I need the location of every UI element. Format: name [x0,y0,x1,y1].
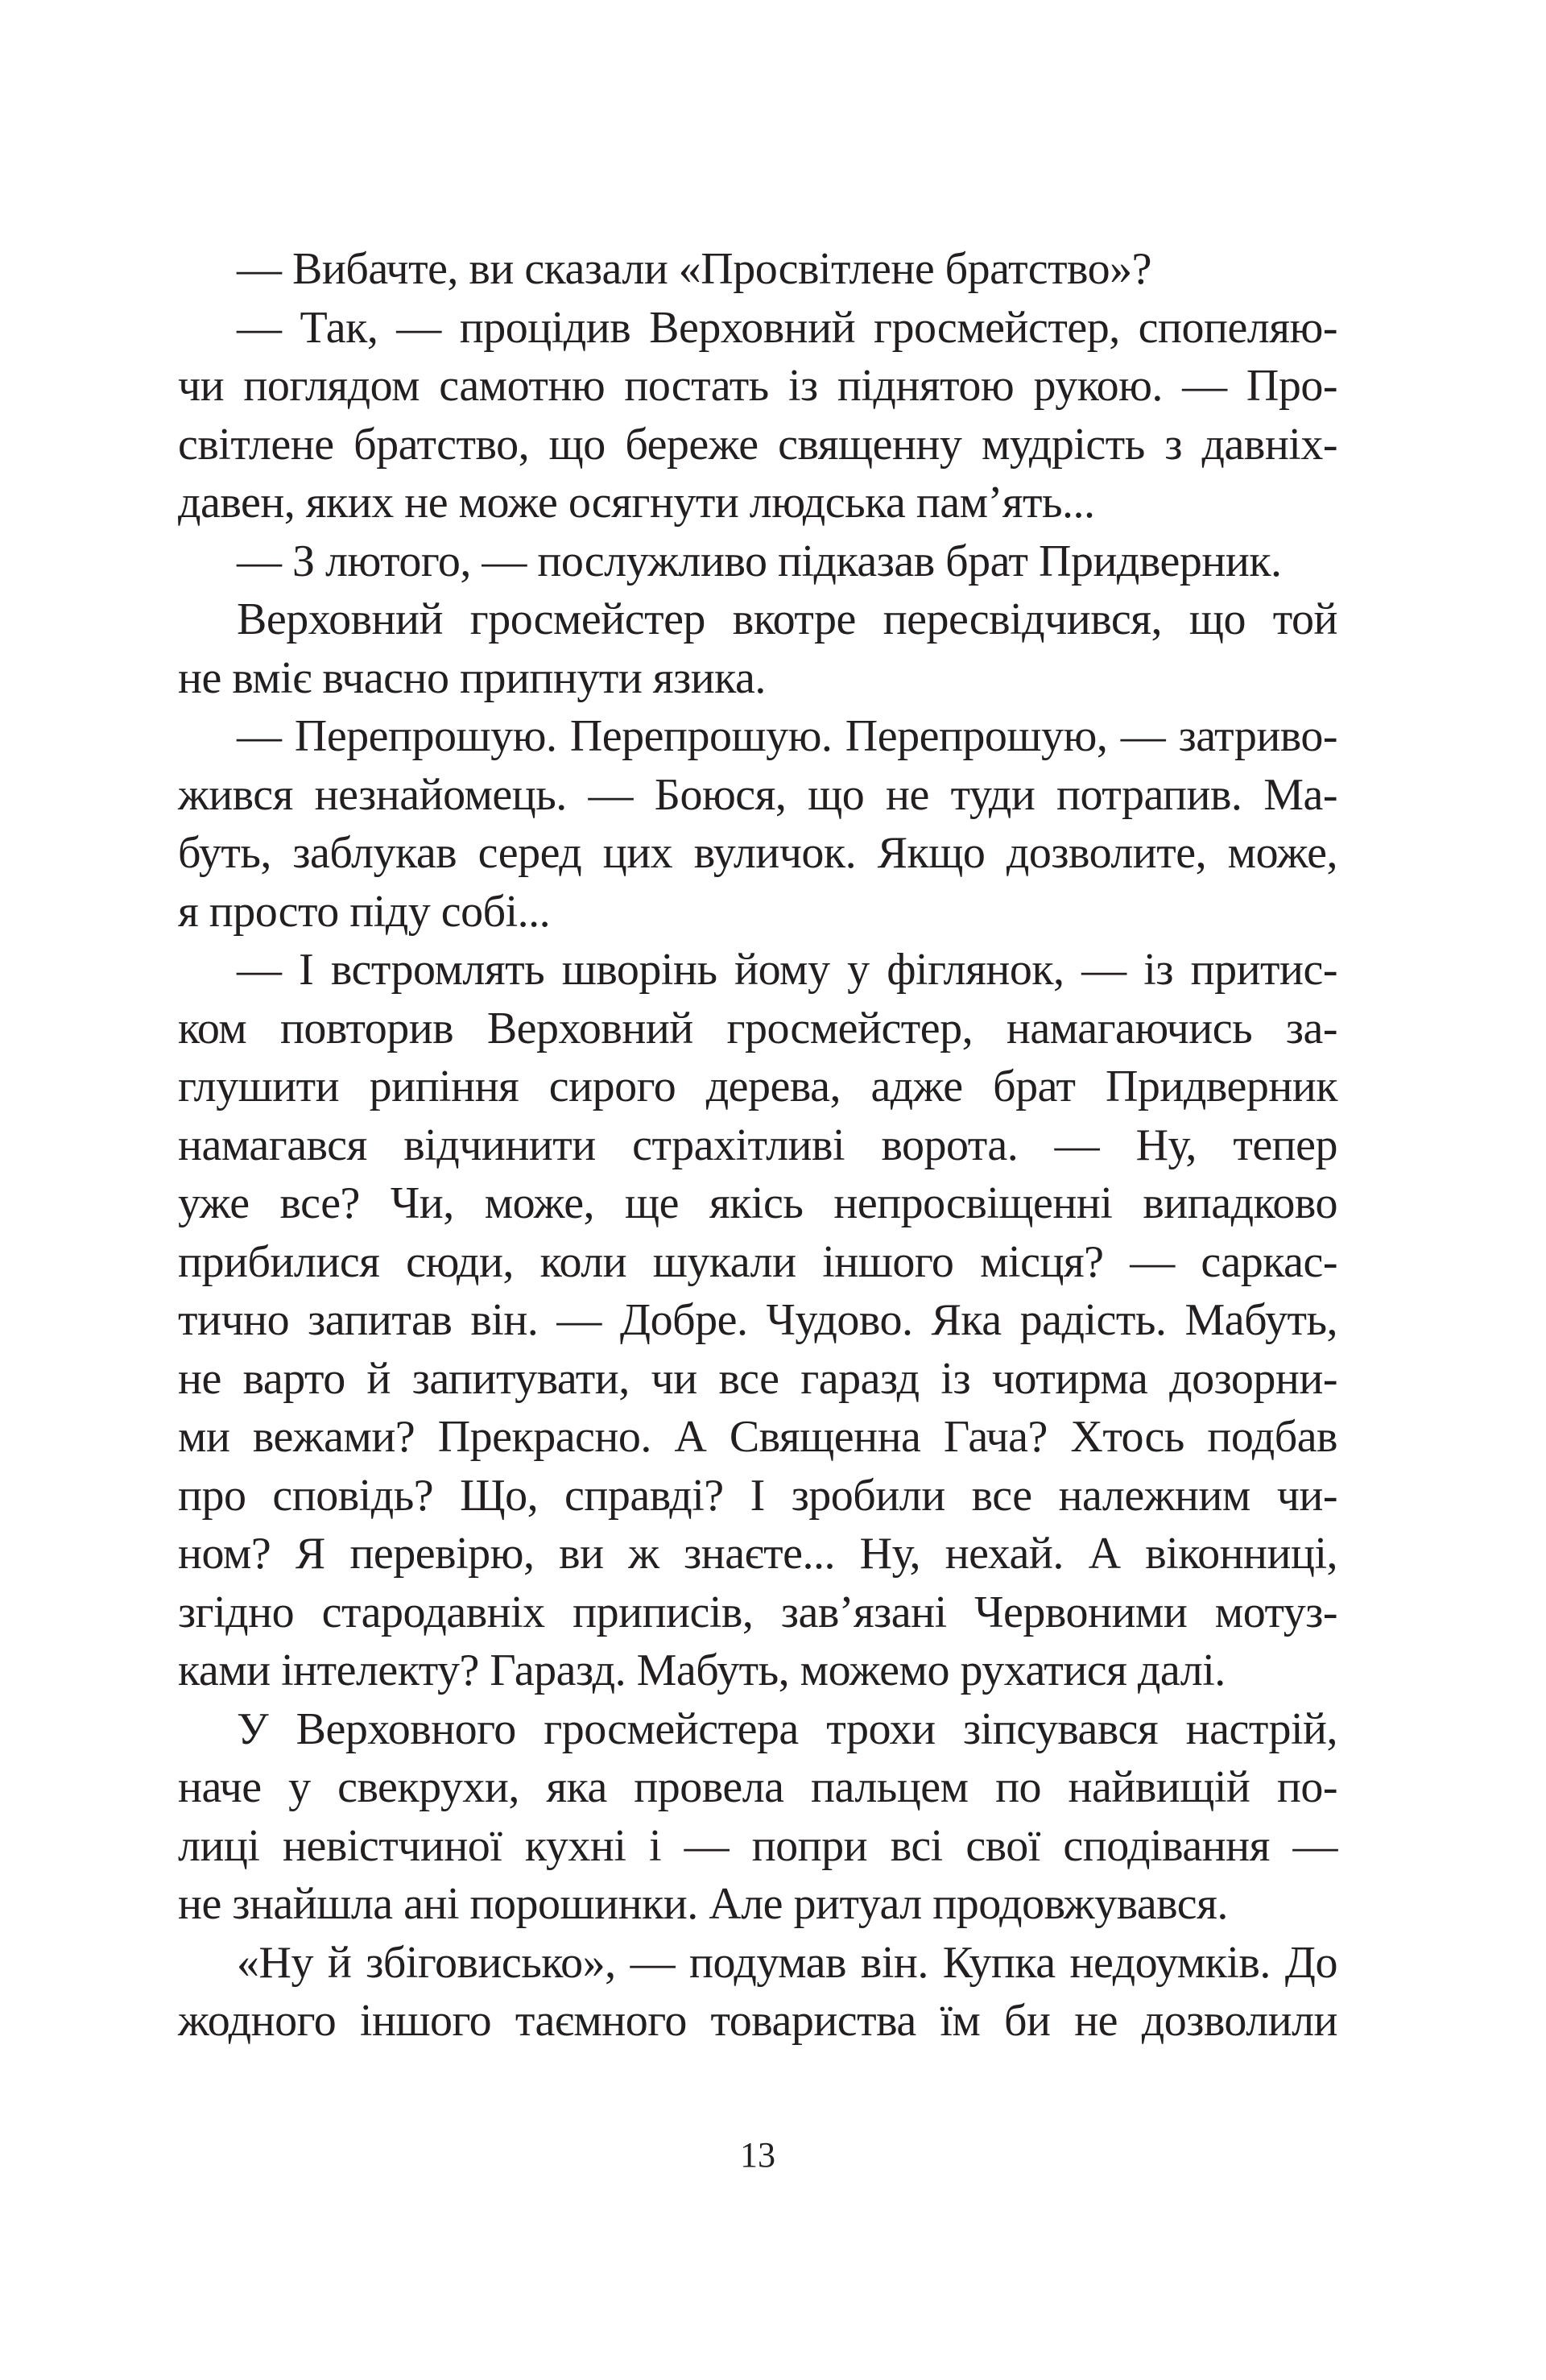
text-line: Верховний гросмейстер вкотре пересвідчився, що той [237,594,1337,644]
text-line: жодного іншого таємного товариства їм би не дозволили [178,1996,1337,2046]
text-line: чи поглядом самотню постать із піднятою рукою. — Про- [178,361,1337,411]
text-line: — Так, — процідив Верховний гросмейстер, спопеляю- [237,302,1337,353]
text-line: уже все? Чи, може, ще якісь непросвіщенні випадково [178,1178,1337,1228]
text-line: — Перепрошую. Перепрошую. Перепрошую, — затриво- [237,711,1337,761]
text-line: ком повторив Верховний гросмейстер, намагаючись за- [178,1003,1337,1053]
text-line: не знайшла ані порошинки. Але ритуал продовжувався. [178,1879,1228,1929]
text-line: намагався відчинити страхітливі ворота. — Ну, тепер [178,1120,1337,1170]
page-number: 13 [740,2135,775,2175]
text-line: — Вибачте, ви сказали «Просвітлене братство»? [237,244,1151,294]
text-line: — З лютого, — послужливо підказав брат Придверник. [237,536,1282,586]
text-line: не вміє вчасно припнути язика. [178,652,766,703]
body-text [178,240,1337,2051]
text-line: давен, яких не може осягнути людська пам’ять... [178,478,1095,528]
text-line: «Ну й збіговисько», — подумав він. Купка недоумків. До [237,1937,1337,1988]
text-line: глушити рипіння сирого дерева, адже брат Придверник [178,1062,1337,1111]
text-line: не варто й запитувати, чи все гаразд із чотирма дозорни- [178,1353,1337,1404]
text-line: прибилися сюди, коли шукали іншого місця? — саркас- [178,1236,1337,1287]
text-line: — І встромлять шворінь йому у фіглянок, — із притис- [237,945,1337,995]
text-line: жився незнайомець. — Боюся, що не туди потрапив. Ма- [178,769,1337,820]
text-line: лиці невістчиної кухні і — попри всі свої сподівання — [178,1820,1337,1871]
text-line: тично запитав він. — Добре. Чудово. Яка радість. Мабуть, [178,1295,1337,1345]
text-line: згідно стародавніх приписів, зав’язані Червоними мотуз- [178,1587,1337,1637]
text-line: ками інтелекту? Гаразд. Мабуть, можемо рухатися далі. [178,1645,1226,1695]
text-line: я просто піду собі... [178,886,551,937]
text-line: про сповідь? Що, справді? І зробили все належним чи- [178,1470,1337,1521]
text-line: наче у свекрухи, яка провела пальцем по найвищій по- [178,1762,1337,1812]
text-line: буть, заблукав серед цих вуличок. Якщо дозволите, може, [178,828,1337,878]
text-line: У Верховного гросмейстера трохи зіпсувався настрій, [237,1703,1337,1754]
text-line: ном? Я перевірю, ви ж знаєте... Ну, нехай. А віконниці, [178,1529,1337,1579]
text-line: ми вежами? Прекрасно. А Священна Гача? Хтось подбав [178,1412,1337,1462]
text-line: світлене братство, що береже священну мудрість з давніх- [178,419,1337,470]
